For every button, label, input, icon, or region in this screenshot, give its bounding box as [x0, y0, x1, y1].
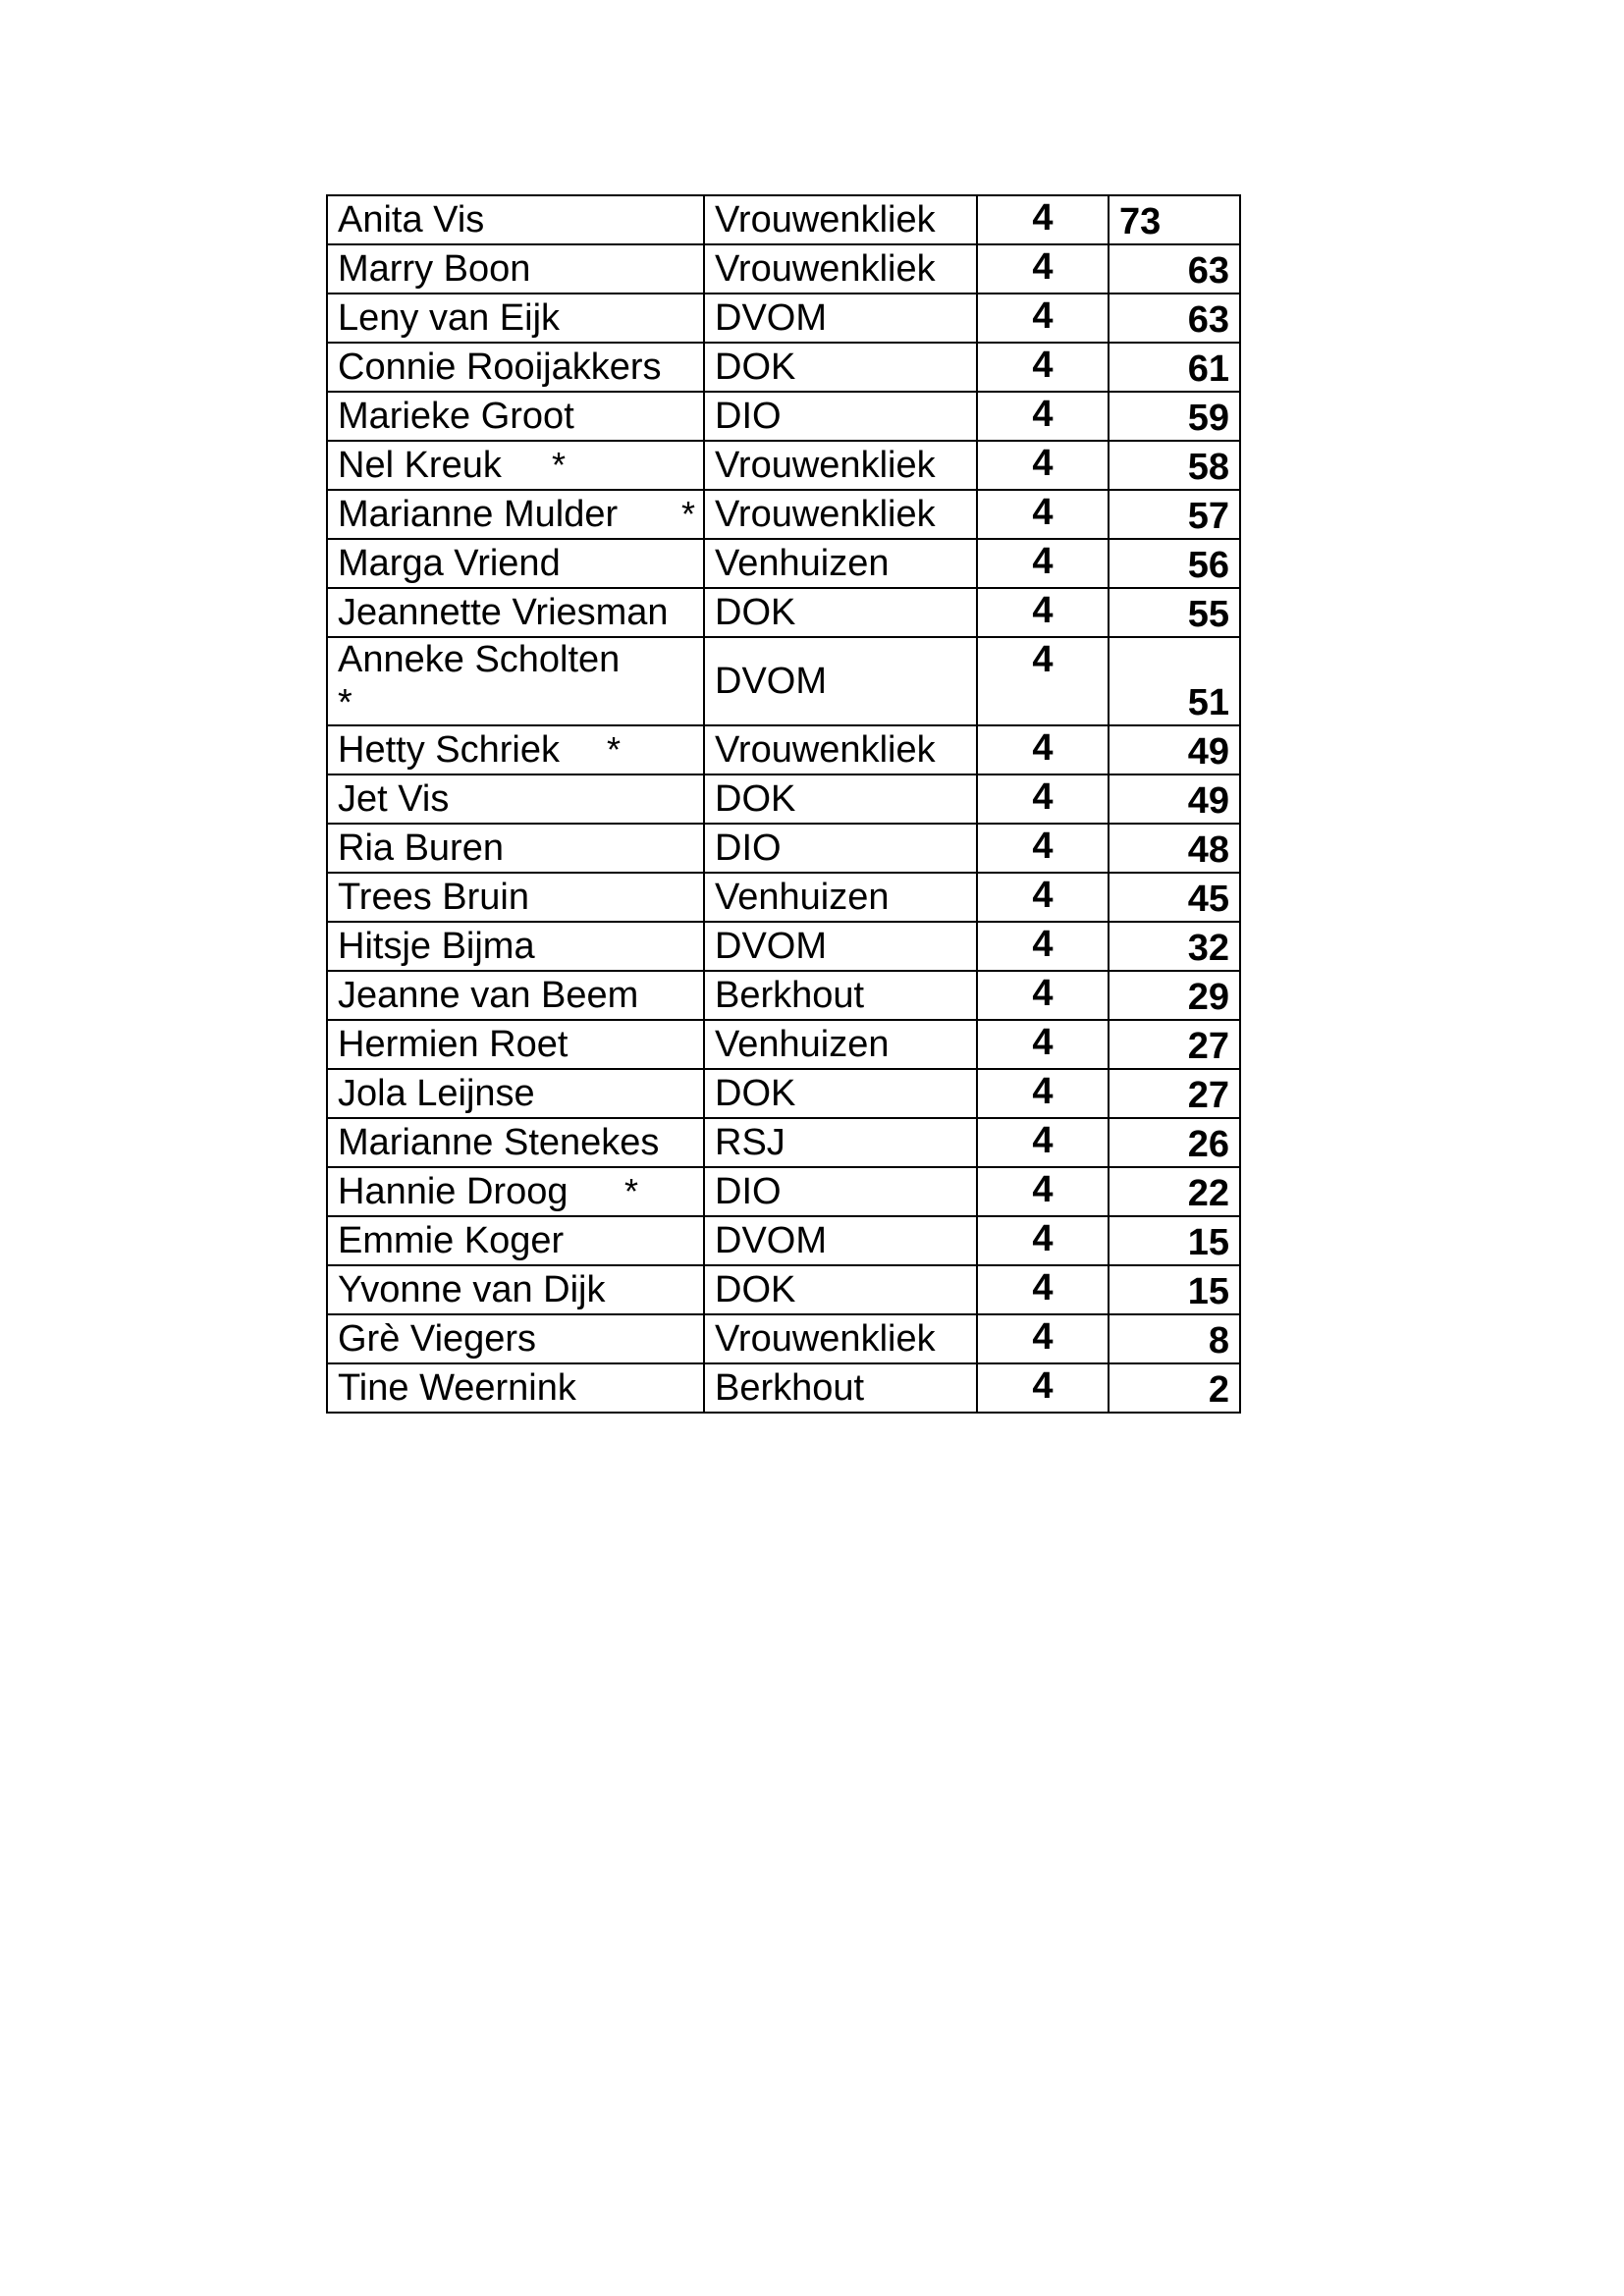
club-cell: DIO: [704, 392, 977, 441]
score-cell: 63: [1109, 244, 1240, 294]
player-name: Jet Vis: [338, 778, 450, 820]
player-name-cell: [327, 1363, 704, 1413]
rounds-cell: 4: [977, 1069, 1109, 1118]
asterisk-mark: *: [338, 682, 352, 723]
score-cell: 32: [1109, 922, 1240, 971]
player-name-cell: [327, 725, 704, 774]
player-name-cell: [327, 637, 704, 725]
player-name: Anneke Scholten: [338, 639, 621, 680]
club-cell: DOK: [704, 343, 977, 392]
score-cell: 73: [1109, 195, 1240, 244]
table-row: [327, 873, 1240, 922]
results-body: [327, 195, 1240, 1413]
player-name-cell: [327, 1265, 704, 1314]
club-cell: Venhuizen: [704, 539, 977, 588]
table-row: [327, 774, 1240, 824]
club-cell: DIO: [704, 1167, 977, 1216]
table-row: [327, 343, 1240, 392]
score-cell: 15: [1109, 1216, 1240, 1265]
score-cell: 49: [1109, 774, 1240, 824]
table-row: [327, 1363, 1240, 1413]
player-name: Anita Vis: [338, 199, 485, 240]
rounds-cell: 4: [977, 774, 1109, 824]
asterisk-mark: *: [607, 729, 622, 770]
rounds-cell: 4: [977, 1314, 1109, 1363]
table-row: [327, 725, 1240, 774]
player-name-cell: [327, 195, 704, 244]
player-name-cell: [327, 294, 704, 343]
rounds-cell: 4: [977, 1363, 1109, 1413]
player-name-cell: [327, 774, 704, 824]
rounds-cell: 4: [977, 725, 1109, 774]
score-cell: 27: [1109, 1069, 1240, 1118]
club-cell: DOK: [704, 1069, 977, 1118]
club-cell: Berkhout: [704, 1363, 977, 1413]
rounds-cell: 4: [977, 1118, 1109, 1167]
table-row: [327, 1069, 1240, 1118]
table-row: [327, 195, 1240, 244]
player-name: Leny van Eijk: [338, 297, 561, 339]
table-row: [327, 441, 1240, 490]
score-cell: 27: [1109, 1020, 1240, 1069]
player-name: Marianne Mulder: [338, 494, 619, 535]
player-name: Connie Rooijakkers: [338, 347, 662, 388]
rounds-cell: 4: [977, 637, 1109, 725]
club-cell: Vrouwenkliek: [704, 725, 977, 774]
player-name: Trees Bruin: [338, 877, 529, 918]
table-row: [327, 1118, 1240, 1167]
asterisk-mark: *: [681, 494, 696, 534]
table-row: [327, 392, 1240, 441]
rounds-cell: 4: [977, 392, 1109, 441]
score-cell: 48: [1109, 824, 1240, 873]
player-name-cell: [327, 971, 704, 1020]
club-cell: Venhuizen: [704, 873, 977, 922]
player-name-cell: [327, 441, 704, 490]
rounds-cell: 4: [977, 873, 1109, 922]
player-name: Grè Viegers: [338, 1318, 537, 1360]
player-name: Jeanne van Beem: [338, 975, 639, 1016]
player-name: Emmie Koger: [338, 1220, 565, 1261]
score-cell: 49: [1109, 725, 1240, 774]
player-name-cell: [327, 392, 704, 441]
table-row: [327, 922, 1240, 971]
rounds-cell: 4: [977, 441, 1109, 490]
score-cell: 29: [1109, 971, 1240, 1020]
table-row: [327, 1020, 1240, 1069]
club-cell: DVOM: [704, 922, 977, 971]
score-cell: 45: [1109, 873, 1240, 922]
score-cell: 2: [1109, 1363, 1240, 1413]
rounds-cell: 4: [977, 1216, 1109, 1265]
rounds-cell: 4: [977, 922, 1109, 971]
table-row: [327, 294, 1240, 343]
player-name: Marga Vriend: [338, 543, 561, 584]
asterisk-mark: *: [624, 1171, 639, 1211]
player-name-cell: [327, 824, 704, 873]
player-name-cell: [327, 873, 704, 922]
club-cell: DVOM: [704, 294, 977, 343]
player-name: Tine Weernink: [338, 1367, 576, 1409]
club-cell: Vrouwenkliek: [704, 244, 977, 294]
rounds-cell: 4: [977, 1020, 1109, 1069]
score-cell: 57: [1109, 490, 1240, 539]
table-row: [327, 588, 1240, 637]
rounds-cell: 4: [977, 195, 1109, 244]
asterisk-mark: *: [552, 445, 567, 485]
table-row: [327, 824, 1240, 873]
player-name: Yvonne van Dijk: [338, 1269, 606, 1310]
score-cell: 15: [1109, 1265, 1240, 1314]
score-cell: 59: [1109, 392, 1240, 441]
rounds-cell: 4: [977, 490, 1109, 539]
club-cell: Berkhout: [704, 971, 977, 1020]
player-name-cell: [327, 1069, 704, 1118]
rounds-cell: 4: [977, 971, 1109, 1020]
score-cell: 51: [1109, 637, 1240, 725]
table-row: [327, 971, 1240, 1020]
rounds-cell: 4: [977, 294, 1109, 343]
player-name-cell: [327, 922, 704, 971]
club-cell: DVOM: [704, 637, 977, 725]
rounds-cell: 4: [977, 539, 1109, 588]
player-name: Hetty Schriek: [338, 729, 560, 771]
player-name-cell: [327, 1020, 704, 1069]
player-name-cell: [327, 588, 704, 637]
rounds-cell: 4: [977, 1167, 1109, 1216]
player-name-cell: [327, 1118, 704, 1167]
player-name: Hermien Roet: [338, 1024, 568, 1065]
club-cell: Vrouwenkliek: [704, 195, 977, 244]
player-name: Hitsje Bijma: [338, 926, 535, 967]
table-row: [327, 244, 1240, 294]
club-cell: DOK: [704, 774, 977, 824]
club-cell: Vrouwenkliek: [704, 441, 977, 490]
results-table: [326, 194, 1241, 1414]
score-cell: 55: [1109, 588, 1240, 637]
club-cell: DVOM: [704, 1216, 977, 1265]
player-name: Marieke Groot: [338, 396, 574, 437]
club-cell: DOK: [704, 1265, 977, 1314]
score-cell: 8: [1109, 1314, 1240, 1363]
player-name: Marry Boon: [338, 248, 531, 290]
score-cell: 26: [1109, 1118, 1240, 1167]
club-cell: Venhuizen: [704, 1020, 977, 1069]
player-name: Nel Kreuk: [338, 445, 502, 486]
player-name-cell: [327, 539, 704, 588]
player-name: Hannie Droog: [338, 1171, 568, 1212]
score-cell: 22: [1109, 1167, 1240, 1216]
player-name: Jola Leijnse: [338, 1073, 535, 1114]
rounds-cell: 4: [977, 244, 1109, 294]
score-cell: 61: [1109, 343, 1240, 392]
score-cell: 63: [1109, 294, 1240, 343]
player-name-cell: [327, 490, 704, 539]
table-row: [327, 1265, 1240, 1314]
rounds-cell: 4: [977, 1265, 1109, 1314]
player-name-cell: [327, 1314, 704, 1363]
score-cell: 58: [1109, 441, 1240, 490]
club-cell: Vrouwenkliek: [704, 1314, 977, 1363]
table-row: [327, 539, 1240, 588]
rounds-cell: 4: [977, 343, 1109, 392]
club-cell: DIO: [704, 824, 977, 873]
table-row: [327, 1314, 1240, 1363]
rounds-cell: 4: [977, 588, 1109, 637]
club-cell: DOK: [704, 588, 977, 637]
player-name: Marianne Stenekes: [338, 1122, 660, 1163]
player-name-cell: [327, 343, 704, 392]
club-cell: RSJ: [704, 1118, 977, 1167]
rounds-cell: 4: [977, 824, 1109, 873]
player-name: Ria Buren: [338, 828, 504, 869]
table-row: [327, 490, 1240, 539]
player-name-cell: [327, 1216, 704, 1265]
table-row: [327, 1167, 1240, 1216]
club-cell: Vrouwenkliek: [704, 490, 977, 539]
player-name: Jeannette Vriesman: [338, 592, 669, 633]
player-name-cell: [327, 1167, 704, 1216]
table-row: [327, 637, 1240, 725]
table-row: [327, 1216, 1240, 1265]
score-cell: 56: [1109, 539, 1240, 588]
player-name-cell: [327, 244, 704, 294]
